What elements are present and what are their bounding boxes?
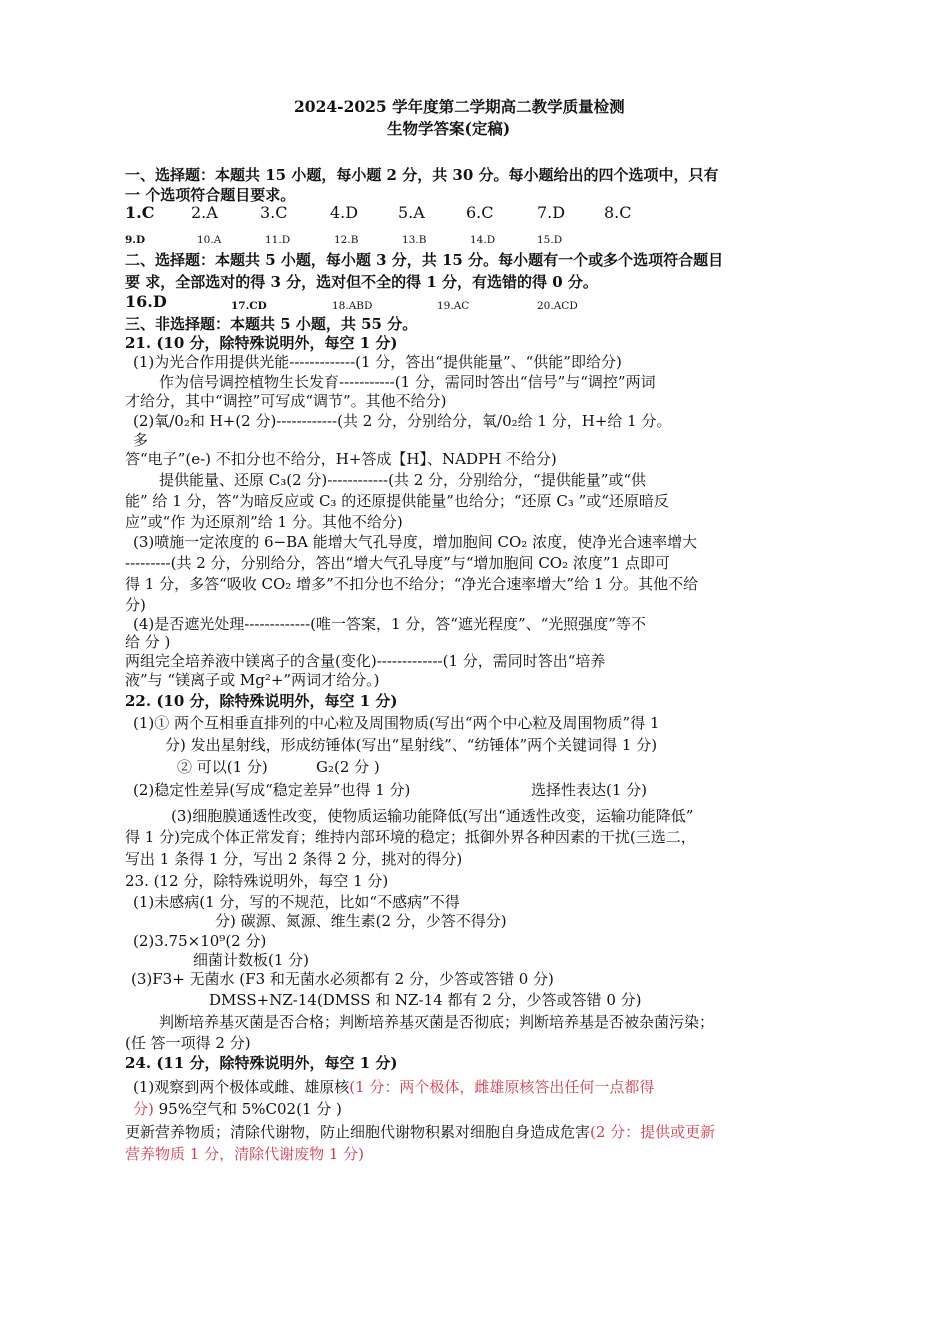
answer-item: 13.B [402,234,427,246]
answer-item: 19.AC [437,300,470,312]
section3-heading: 三、非选择题：本题共 5 小题，共 55 分。 [125,315,418,333]
q22-heading: 22. (10 分，除特殊说明外，每空 1 分) [125,692,398,710]
answer-item: 4.D [330,203,359,222]
section2-heading-line2: 要 求，全部选对的得 3 分，选对但不全的得 1 分，有选错的得 0 分。 [125,273,598,291]
q24-text: 更新营养物质；清除代谢物，防止细胞代谢物积累对细胞自身造成危害 [125,1123,591,1141]
answer-item: 7.D [537,203,566,222]
q24-scoring-note: 营养物质 1 分，清除代谢废物 1 分) [125,1145,365,1163]
answer-item: 3.C [260,203,288,222]
q21-line: 多 [133,431,149,449]
q21-line: 得 1 分，多答“吸收 CO₂ 增多”不扣分也不给分；“净光合速率增大”给 1 分。其他不给 [125,575,699,593]
q24-scoring-note: 分) [133,1100,154,1118]
q22-line: (1)① 两个互相垂直排列的中心粒及周围物质(写出“两个中心粒及周围物质”得 1 [133,714,660,732]
answer-item: 18.ABD [332,300,373,312]
q21-line: 答“电子”(e-) 不扣分也不给分，H+答成【H】、NADPH 不给分) [125,450,557,468]
q21-line: (1)为光合作用提供光能-------------(1 分，答出“提供能量”、“供能”即给分) [133,353,622,371]
section1-heading-line2: 一 个选项符合题目要求。 [125,186,296,204]
answer-item: 1.C [125,203,155,222]
q24-line [125,1122,715,1142]
answer-item: 17.CD [231,300,267,312]
answer-item: 2.A [191,203,218,222]
q21-line: 能” 给 1 分，答“为暗反应或 C₃ 的还原提供能量”也给分；“还原 C₃ ”或“还原暗反 [125,492,669,510]
section2-answers-row [125,292,825,314]
q24-line [133,1099,342,1119]
answer-item: 10.A [197,234,222,246]
q21-line: 给 分 ) [125,633,171,651]
q24-text: 95%空气和 5%C02(1 分 ) [153,1100,342,1118]
answer-item: 5.A [398,203,425,222]
q22-line: 选择性表达(1 分) [531,781,648,799]
q23-line: DMSS+NZ-14(DMSS 和 NZ-14 都有 2 分，少答或答错 0 分) [209,991,642,1009]
q23-line: (任 答一项得 2 分) [125,1034,251,1052]
section1-answers-row1 [125,203,825,225]
q21-line: 提供能量、还原 C₃(2 分)------------(共 2 分，分别给分，“提供能量”或“供 [159,471,647,489]
answer-item: 20.ACD [537,300,578,312]
q22-line: 写出 1 条得 1 分，写出 2 条得 2 分，挑对的得分) [125,850,463,868]
q24-line [133,1077,654,1097]
answer-item: 9.D [125,234,146,246]
q22-line: G₂(2 分 ) [316,758,380,776]
answer-item: 6.C [466,203,494,222]
q21-heading: 21. (10 分，除特殊说明外，每空 1 分) [125,334,398,352]
q21-line: (3)喷施一定浓度的 6−BA 能增大气孔导度，增加胞间 CO₂ 浓度，使净光合速率增大 [133,533,698,551]
q22-line: ② 可以(1 分) [177,758,268,776]
q24-scoring-note: (2 分：提供或更新 [590,1123,716,1141]
answer-item: 8.C [604,203,632,222]
answer-item: 11.D [265,234,291,246]
q23-line: (1)未感病(1 分，写的不规范，比如“不感病”不得 [133,893,460,911]
q21-line: (4)是否遮光处理-------------(唯一答案，1 分，答“遮光程度”、“光照强度”等不 [133,615,646,633]
q21-line: 两组完全培养液中镁离子的含量(变化)-------------(1 分，需同时答出“培养 [125,652,606,670]
q23-line: 分) 碳源、氮源、维生素(2 分，少答不得分) [215,912,507,930]
answer-item: 14.D [470,234,496,246]
section1-heading-line1: 一、选择题：本题共 15 小题，每小题 2 分，共 30 分。每小题给出的四个选项中，只有 [125,166,719,184]
q24-scoring-note: (1 分：两个极体，雌雄原核答出任何一点都得 [349,1078,655,1096]
q21-line: 作为信号调控植物生长发育-----------(1 分，需同时答出“信号”与“调控”两词 [159,373,656,391]
q24-text: (1)观察到两个极体或雌、雄原核 [133,1078,350,1096]
answer-item: 16.D [125,292,167,311]
q23-heading: 23. (12 分，除特殊说明外，每空 1 分) [125,872,389,890]
q21-line: 液”与 “镁离子或 Mg²+”两词才给分。) [125,671,380,689]
q22-line: 得 1 分)完成个体正常发育；维持内部环境的稳定；抵御外界各种因素的干扰(三选二， [125,828,696,846]
q21-line: 才给分，其中“调控”可写成“调节”。其他不给分) [125,392,447,410]
q22-line: 分) 发出星射线，形成纺锤体(写出“星射线”、“纺锤体”两个关键词得 1 分) [165,736,658,754]
page-title: 2024-2025 学年度第二学期高二教学质量检测 [294,97,625,116]
q21-line: (2)氧/0₂和 H+(2 分)------------(共 2 分，分别给分，氧/0₂给 1 分，H+给 1 分。 [133,412,672,430]
q23-line: (2)3.75×10⁹(2 分) [133,932,267,950]
q21-line: 应”或“作 为还原剂”给 1 分。其他不给分) [125,513,403,531]
q23-line: 判断培养基灭菌是否合格；判断培养基灭菌是否彻底；判断培养基是否被杂菌污染； [159,1013,715,1031]
page-subtitle: 生物学答案(定稿) [387,119,511,138]
q22-line: (3)细胞膜通透性改变，使物质运输功能降低(写出“通透性改变，运输功能降低” [171,807,694,825]
q23-line: 细菌计数板(1 分) [193,951,310,969]
q21-line: ---------(共 2 分，分别给分，答出“增大气孔导度”与“增加胞间 CO₂ 浓度”1 点即可 [125,554,670,572]
section2-heading-line1: 二、选择题：本题共 5 小题，每小题 3 分，共 15 分。每小题有一个或多个选项符合题目 [125,251,724,269]
q21-line: 分) [125,596,146,614]
q22-line: (2)稳定性差异(写成“稳定差异”也得 1 分) [133,781,411,799]
q24-heading: 24. (11 分，除特殊说明外，每空 1 分) [125,1054,398,1072]
answer-item: 12.B [334,234,359,246]
answer-item: 15.D [537,234,563,246]
section1-answers-row2 [125,230,825,246]
q23-line: (3)F3+ 无菌水 (F3 和无菌水必须都有 2 分，少答或答错 0 分) [131,970,554,988]
